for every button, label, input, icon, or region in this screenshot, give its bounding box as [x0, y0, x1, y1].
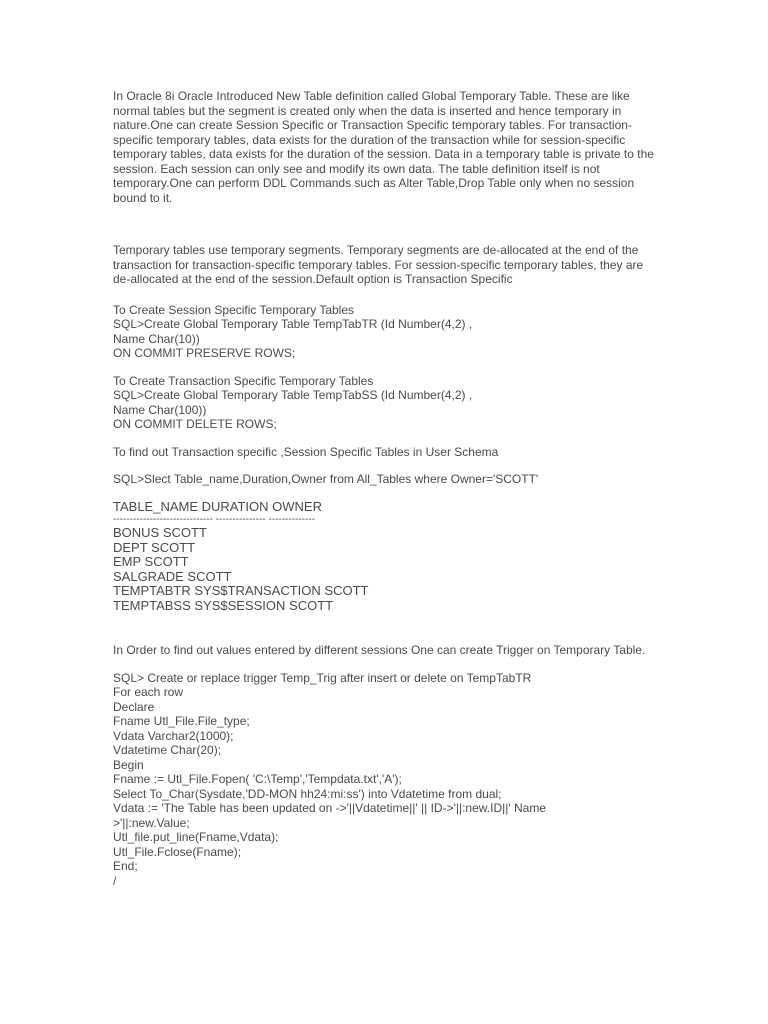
- code-line: Fname Utl_File.File_type;: [113, 714, 250, 728]
- result-separator: ------------------------------ --------------- --------------: [113, 514, 316, 525]
- code-line: Name Char(100)): [113, 402, 207, 417]
- code-line: ON COMMIT PRESERVE ROWS;: [113, 346, 296, 360]
- result-row: BONUS SCOTT: [113, 525, 207, 540]
- select-query: SQL>Slect Table_name,Duration,Owner from All_Tables where Owner='SCOTT': [113, 472, 539, 486]
- code-line: Vdatetime Char(20);: [113, 743, 222, 757]
- session-specific-block: [113, 303, 658, 361]
- find-heading: To find out Transaction specific ,Session Specific Tables in User Schema: [113, 444, 499, 459]
- code-line: >'||:new.Value;: [113, 815, 190, 830]
- result-row: TEMPTABTR SYS$TRANSACTION SCOTT: [113, 583, 369, 598]
- code-line: For each row: [113, 685, 184, 699]
- session-heading: To Create Session Specific Temporary Tables: [113, 302, 355, 317]
- code-line: Begin: [113, 757, 144, 772]
- code-line: End;: [113, 859, 138, 873]
- result-row: TEMPTABSS SYS$SESSION SCOTT: [113, 597, 334, 613]
- code-line: /: [113, 873, 117, 888]
- code-line: SQL> Create or replace trigger Temp_Trig after insert or delete on TempTabTR: [113, 670, 532, 685]
- code-line: Utl_file.put_line(Fname,Vdata);: [113, 830, 279, 844]
- result-row: SALGRADE SCOTT: [113, 568, 232, 584]
- document-page: [113, 89, 658, 888]
- code-line: Declare: [113, 699, 155, 714]
- transaction-specific-block: [113, 374, 658, 432]
- intro-paragraph: In Oracle 8i Oracle Introduced New Table definition called Global Temporary Table. These are like normal tables but the segment is created only when the data is inserted and hence temporary in nature.One can create Session Specific or Transaction Specific temporary tables. For transaction-specific temporary tables, data exists for the duration of the transaction while for session-specific temporary tables, data exists for the duration of the session. Data in a temporary table is private to the session. Each session can only see and modify its own data. The table definition itself is not temporary.One can perform DDL Commands such as Alter Table,Drop Table only when no session bound to it.: [113, 89, 654, 205]
- query-result: [113, 500, 658, 614]
- code-line: Vdata Varchar2(1000);: [113, 728, 234, 743]
- code-line: SQL>Create Global Temporary Table TempTabSS (Id Number(4,2) ,: [113, 388, 473, 402]
- code-line: Vdata := 'The Table has been updated on ->'||Vdatetime||' || ID->'||:new.ID||' Name: [113, 801, 546, 815]
- code-line: Select To_Char(Sysdate,'DD-MON hh24:mi:ss') into Vdatetime from dual;: [113, 786, 502, 801]
- segments-paragraph: Temporary tables use temporary segments. Temporary segments are de-allocated at the end of the transaction for transaction-specific temporary tables. For session-specific temporary tables, they are de-allocated at the end of the session.Default option is Transaction Specific: [113, 243, 644, 286]
- trigger-intro-paragraph: In Order to find out values entered by different sessions One can create Trigger on Temporary Table.: [113, 643, 646, 657]
- code-line: ON COMMIT DELETE ROWS;: [113, 417, 277, 431]
- code-line: SQL>Create Global Temporary Table TempTabTR (Id Number(4,2) ,: [113, 317, 473, 331]
- result-row: DEPT SCOTT: [113, 539, 196, 555]
- result-header: TABLE_NAME DURATION OWNER: [113, 498, 322, 514]
- trigger-code-block: [113, 671, 658, 889]
- code-line: Utl_File.Fclose(Fname);: [113, 844, 242, 859]
- transaction-heading: To Create Transaction Specific Temporary Tables: [113, 373, 374, 388]
- result-row: EMP SCOTT: [113, 554, 189, 569]
- code-line: Fname := Utl_File.Fopen( 'C:\Temp','Tempdata.txt','A');: [113, 772, 402, 786]
- code-line: Name Char(10)): [113, 331, 200, 346]
